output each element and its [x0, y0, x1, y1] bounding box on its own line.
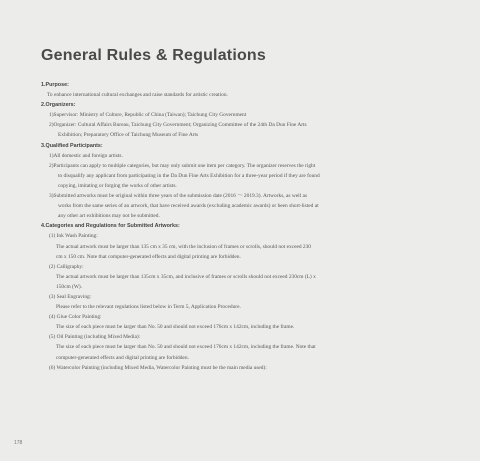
category-ink-title: (1) Ink Wash Painting: [49, 233, 98, 240]
section-participants-heading: 3.Qualified Participants: [41, 142, 103, 149]
section-purpose-heading: 1.Purpose: [41, 82, 69, 88]
category-oil-title: (5) Oil Painting (including Mixed Media): [49, 334, 141, 341]
category-glue-line-1: The size of each piece must be larger than No. 50 and should not exceed 176cm x 142cm, including the frame. [56, 324, 295, 331]
category-oil-line-2: computer-generated effects and digital printing are forbidden. [56, 354, 189, 361]
organizers-line-3: Exhibition; Preparatory Office of Taichung Museum of Fine Arts [58, 132, 199, 139]
page-number: 178 [14, 440, 23, 446]
category-seal-line-1: Please refer to the relevant regulations listed below in Term 5, Application Procedure. [56, 304, 241, 311]
participants-line-3: to disqualify any applicant from participating in the Da Dun Fine Arts Exhibition for a three-year period if they are found [58, 172, 320, 179]
category-ink-line-2: cm x 150 cm. Note that computer-generated effects and digital printing are forbidden. [56, 253, 241, 260]
organizers-line-1: 1)Supervisor: Ministry of Culture, Republic of China (Taiwan); Taichung City Government [49, 112, 247, 119]
section-categories-heading: 4.Categories and Regulations for Submitted Artworks: [41, 223, 180, 230]
participants-line-5: 3)Submitted artworks must be original within three years of the submission date (2016 ～ 2019.3). Artworks, as well as [49, 193, 307, 200]
participants-line-2: 2)Participants can apply to multiple categories, but may only submit one item per category. The organizer reserves the right [49, 162, 316, 169]
category-calligraphy-title: (2) Calligraphy: [49, 263, 84, 270]
category-calligraphy-line-1: The actual artwork must be larger than 135cm x 35cm, and inclusive of frames or scrolls should not exceed 230cm (L) x [56, 273, 316, 280]
participants-line-4: copying, imitating or forging the works of other artists. [58, 182, 177, 189]
rules-body [41, 80, 451, 373]
participants-line-1: 1)All domestic and foreign artists. [49, 152, 123, 159]
page-title: General Rules & Regulations [41, 47, 267, 64]
participants-line-6: works from the same series of an artwork, that have received awards (excluding academic awards) or been short-listed at [58, 203, 319, 210]
category-glue-title: (4) Glue Color Painting: [49, 314, 102, 321]
participants-line-7: any other art exhibitions may not be submitted. [58, 213, 160, 220]
section-purpose-text: To enhance international cultural exchanges and raise standards for artistic creation. [47, 92, 228, 99]
section-organizers-heading: 2.Organizers: [41, 102, 76, 109]
organizers-line-2: 2)Organizer: Cultural Affairs Bureau, Taichung City Government; Organizing Committee of the 24th Da Dun Fine Arts [49, 122, 307, 129]
category-ink-line-1: The actual artwork must be larger than 135 cm x 35 cm, with the inclusion of frames or scrolls, should not exceed 230 [56, 243, 311, 250]
category-oil-line-1: The size of each piece must be larger than No. 50 and should not exceed 176cm x 142cm, including the frame. Note that [56, 344, 316, 351]
category-calligraphy-line-2: 150cm (W). [56, 283, 83, 290]
category-seal-title: (3) Seal Engraving: [49, 293, 92, 300]
category-watercolor-title: (6) Watercolor Painting (including Mixed Media, Watercolor Painting must be the main media used): [49, 364, 267, 371]
